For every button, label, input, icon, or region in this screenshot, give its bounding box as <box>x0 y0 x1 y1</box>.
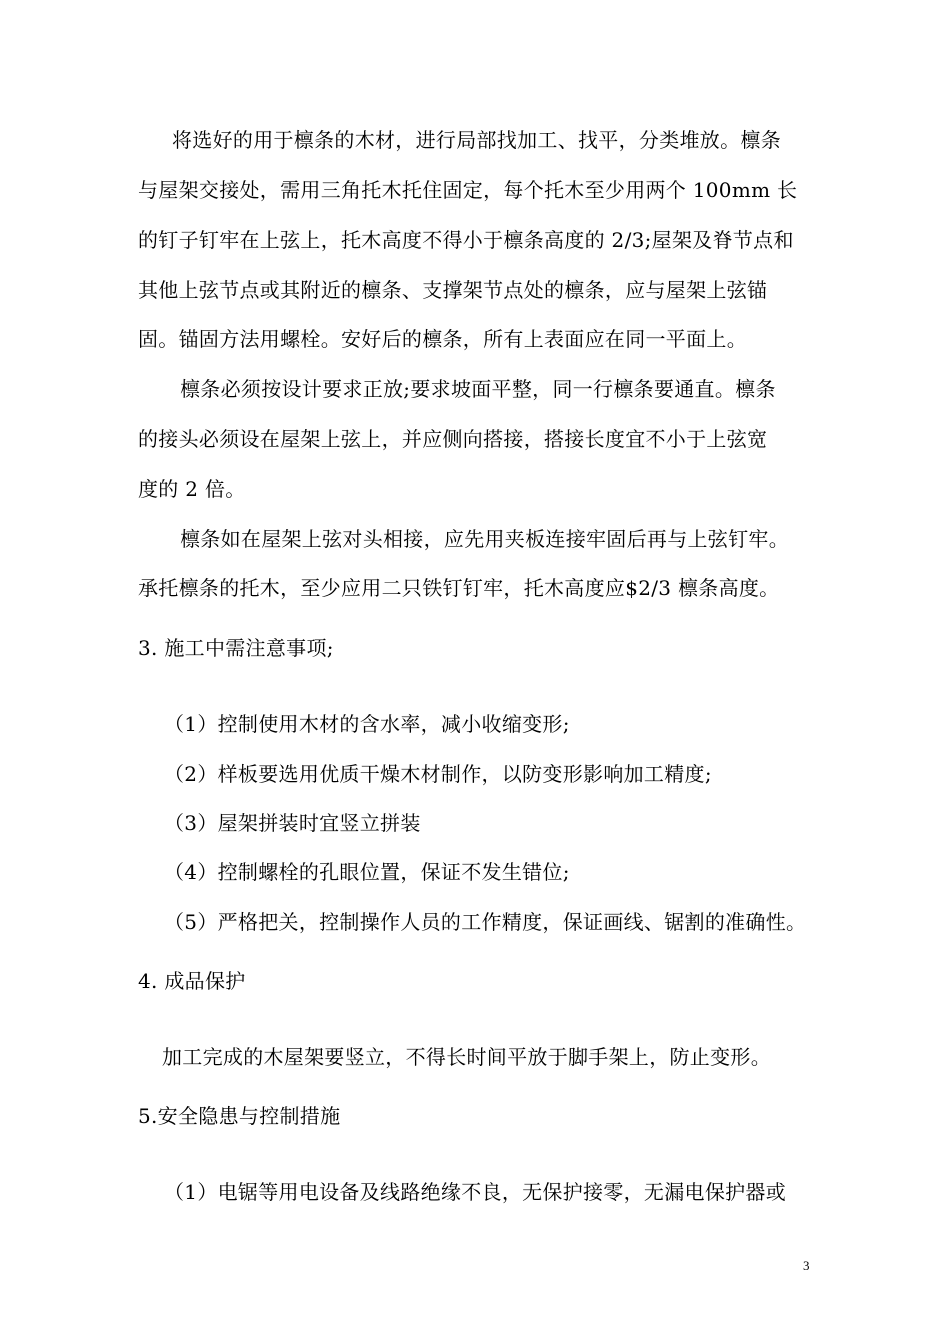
list-item-3: （3）屋架拼装时宜竖立拼装 <box>164 811 421 835</box>
section-heading-5: 5.安全隐患与控制措施 <box>138 1104 341 1128</box>
paragraph-1-line-4: 其他上弦节点或其附近的檩条、支撑架节点处的檩条，应与屋架上弦锚 <box>138 278 768 302</box>
list-item-2: （2）样板要选用优质干燥木材制作，以防变形影响加工精度; <box>164 762 712 786</box>
paragraph-1-line-2: 与屋架交接处，需用三角托木托住固定，每个托木至少用两个 100mm 长 <box>138 178 798 202</box>
paragraph-1-line-1: 将选好的用于檩条的木材，进行局部找加工、找平，分类堆放。檩条 <box>172 128 781 152</box>
section-heading-3: 3. 施工中需注意事项; <box>138 636 334 660</box>
paragraph-2-line-3: 度的 2 倍。 <box>138 477 246 501</box>
section-heading-4: 4. 成品保护 <box>138 969 246 993</box>
paragraph-3-line-2: 承托檩条的托木，至少应用二只铁钉钉牢，托木高度应$2/3 檩条高度。 <box>138 576 780 600</box>
list-item-4: （4）控制螺栓的孔眼位置，保证不发生错位; <box>164 860 570 884</box>
list-item-1: （1）控制使用木材的含水率，减小收缩变形; <box>164 712 570 736</box>
paragraph-2-line-2: 的接头必须设在屋架上弦上，并应侧向搭接，搭接长度宜不小于上弦宽 <box>138 427 768 451</box>
safety-list-item-1: （1）电锯等用电设备及线路绝缘不良，无保护接零，无漏电保护器或 <box>164 1180 787 1204</box>
product-protection-paragraph: 加工完成的木屋架要竖立，不得长时间平放于脚手架上，防止变形。 <box>162 1045 771 1069</box>
paragraph-1-line-3: 的钉子钉牢在上弦上，托木高度不得小于檩条高度的 2/3;屋架及脊节点和 <box>138 228 794 252</box>
paragraph-3-line-1: 檩条如在屋架上弦对头相接，应先用夹板连接牢固后再与上弦钉牢。 <box>180 527 789 551</box>
paragraph-1-line-5: 固。锚固方法用螺栓。安好后的檩条，所有上表面应在同一平面上。 <box>138 327 747 351</box>
list-item-5: （5）严格把关，控制操作人员的工作精度，保证画线、锯割的准确性。 <box>164 910 807 934</box>
paragraph-2-line-1: 檩条必须按设计要求正放;要求坡面平整，同一行檩条要通直。檩条 <box>180 377 776 401</box>
page-number: 3 <box>803 1258 810 1273</box>
